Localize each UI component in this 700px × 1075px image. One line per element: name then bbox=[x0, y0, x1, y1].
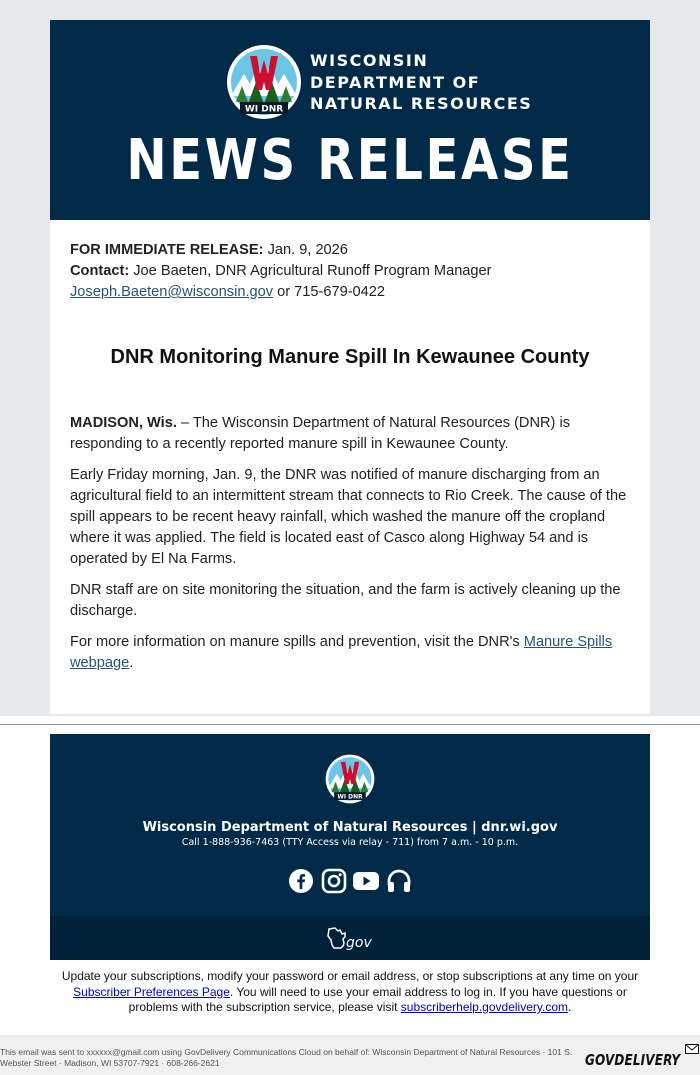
paragraph-4-end: . bbox=[129, 655, 134, 671]
section-divider bbox=[0, 724, 700, 725]
paragraph-1-text: – The Wisconsin Department of Natural Resources (DNR) is responding to a recently reported manure spill in Kewaunee County. bbox=[70, 415, 570, 452]
release-body bbox=[50, 220, 650, 714]
podcast-icon[interactable] bbox=[386, 868, 412, 894]
govdelivery-logo[interactable]: GOVDELIVERY bbox=[585, 1051, 681, 1069]
contact-email-link[interactable]: Joseph.Baeten@wisconsin.gov bbox=[70, 284, 274, 300]
footer-dnr-logo[interactable] bbox=[325, 754, 375, 804]
subscription-text-2: . You will need to use your email address to log in. If you have questions or problems with the subscription service, please visit bbox=[128, 984, 627, 1014]
news-release-card bbox=[50, 20, 650, 714]
agency-line-2: DEPARTMENT OF bbox=[310, 72, 481, 92]
agency-name bbox=[310, 50, 532, 115]
subscription-notice bbox=[50, 969, 650, 1016]
contact-label: Contact: bbox=[70, 263, 130, 279]
release-meta bbox=[70, 240, 630, 303]
paragraph-4-text: For more information on manure spills and prevention, visit the DNR's bbox=[70, 634, 520, 650]
instagram-icon[interactable] bbox=[321, 868, 347, 894]
footer-org-line: Wisconsin Department of Natural Resources | dnr.wi.gov bbox=[142, 820, 558, 835]
social-links bbox=[288, 868, 412, 894]
facebook-icon[interactable] bbox=[288, 868, 314, 894]
paragraph-1 bbox=[70, 413, 630, 455]
release-date: Jan. 9, 2026 bbox=[267, 242, 348, 258]
subscriber-preferences-link[interactable]: Subscriber Preferences Page bbox=[73, 984, 230, 999]
contact-name: Joe Baeten, DNR Agricultural Runoff Program Manager bbox=[133, 263, 492, 279]
header-banner bbox=[50, 20, 650, 220]
paragraph-3: DNR staff are on site monitoring the situation, and the farm is actively cleaning up the discharge. bbox=[70, 582, 621, 619]
news-release-headline: NEWS RELEASE bbox=[126, 128, 574, 193]
dateline: MADISON, Wis. bbox=[70, 415, 177, 431]
wisconsin-gov-logo[interactable] bbox=[326, 926, 376, 952]
logo-text: WI DNR bbox=[244, 104, 284, 115]
footer-call-line: Call 1-888-936-7463 (TTY Access via relay - 711) from 7 a.m. - 10 p.m. bbox=[181, 837, 519, 848]
subscriber-help-link[interactable]: subscriberhelp.govdelivery.com bbox=[400, 1000, 568, 1014]
paragraph-2: Early Friday morning, Jan. 9, the DNR was notified of manure discharging from an agricultural field to an intermittent stream that connects to Rio Creek. The cause of the spill appears to be recent heavy rainfall, which washed the manure off the cropland where it was applied. The field is located east of Casco along Highway 54 and is operated by El Na Farms. bbox=[70, 467, 627, 567]
wi-dnr-logo bbox=[226, 44, 302, 120]
footer-logo-text: WI DNR bbox=[337, 794, 363, 801]
subscription-text-3: . bbox=[567, 1000, 572, 1014]
release-title: DNR Monitoring Manure Spill In Kewaunee County bbox=[110, 346, 590, 368]
footer-banner bbox=[50, 734, 650, 960]
contact-phone: 715-679-0422 bbox=[294, 284, 386, 300]
envelope-icon bbox=[685, 1042, 699, 1054]
delivery-footer bbox=[0, 1035, 700, 1075]
youtube-icon[interactable] bbox=[353, 868, 379, 894]
agency-line-3: NATURAL RESOURCES bbox=[310, 94, 533, 113]
gov-label: gov bbox=[346, 935, 372, 951]
paragraph-4 bbox=[70, 632, 630, 674]
immediate-release-label: FOR IMMEDIATE RELEASE: bbox=[70, 242, 264, 258]
contact-or: or bbox=[277, 284, 291, 300]
footer-gov-strip bbox=[50, 916, 650, 960]
subscription-text-1: Update your subscriptions, modify your password or email address, or stop subscriptions at any time on your bbox=[61, 969, 639, 983]
delivery-note: This email was sent to xxxxxx@gmail.com using GovDelivery Communications Cloud on behalf of: Wisconsin Department of Natural Resources · 101 S. Webster Street · Madison, WI 53707-7921 · 608-266-2621 bbox=[0, 1047, 573, 1068]
agency-line-1: WISCONSIN bbox=[310, 51, 429, 70]
manure-spills-link[interactable]: Manure Spills webpage bbox=[70, 634, 613, 671]
